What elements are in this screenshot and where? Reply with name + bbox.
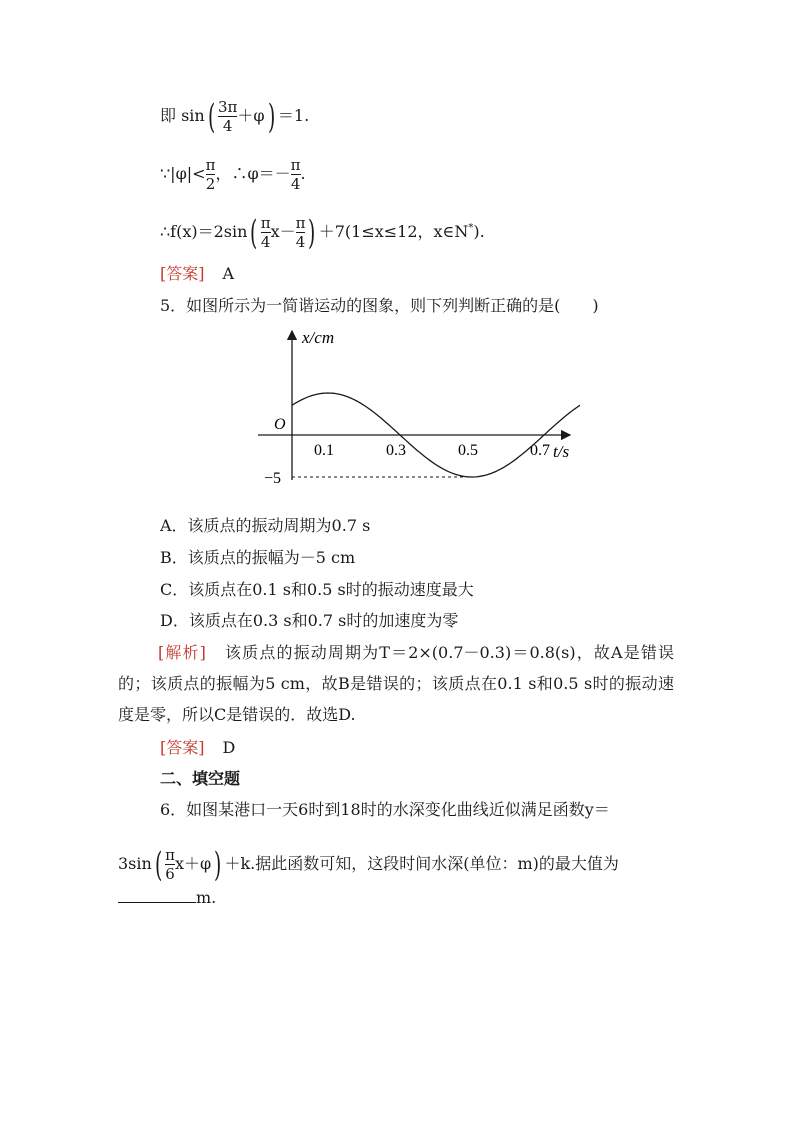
x-axis-label: t/s xyxy=(553,442,570,461)
question-5-stem: 5．如图所示为一简谐运动的图象，则下列判断正确的是( ) xyxy=(160,296,599,315)
origin-label: O xyxy=(274,416,286,433)
option-c: C．该质点在0.1 s和0.5 s时的振动速度最大 xyxy=(160,580,474,599)
section-title: 二、填空题 xyxy=(160,769,241,788)
analysis-tag: [解析] xyxy=(158,643,206,662)
option-b: B．该质点的振幅为－5 cm xyxy=(160,548,356,567)
question-6-line-1: 6．如图某港口一天6时到18时的水深变化曲线近似满足函数y＝ xyxy=(160,800,610,819)
answer-value: D xyxy=(222,738,236,757)
question-6-line-3: m. xyxy=(118,888,216,908)
x-tick-label: 0.1 xyxy=(314,442,334,459)
y-axis-label: x/cm xyxy=(302,328,335,347)
answer-blank xyxy=(118,902,196,903)
vibration-graph xyxy=(250,325,580,485)
x-tick-label: 0.3 xyxy=(386,442,406,459)
solution-line-3: ∴f(x)＝2sin( $\frac{\pi}{4}$ x－ $\frac{\pi}{4}$ ) ＋7(1≤x≤12，x∈N*). xyxy=(160,212,485,253)
question-6-line-2: 3sin( $\frac{\pi}{6}$ x＋φ) ＋k.据此函数可知，这段时间水深(单位：m)的最大值为 xyxy=(118,844,619,885)
solution-line-1: 即 sin( $\frac{3\pi}{4}$ ＋φ) ＝1. xyxy=(160,96,310,137)
answer-tag: [答案] xyxy=(160,738,205,757)
answer-line-q5 xyxy=(160,738,235,758)
option-a: A．该质点的振动周期为0.7 s xyxy=(160,516,371,535)
x-tick-label: 0.5 xyxy=(458,442,478,459)
solution-line-2: ∵|φ|< $\frac{\pi}{2}$ ，∴φ＝－ $\frac{\pi}{4}$ . xyxy=(160,156,306,193)
analysis-paragraph: [解析] 该质点的振动周期为T＝2×(0.7－0.3)＝0.8(s)，故A是错误的；该质点的振幅为5 cm，故B是错误的；该质点在0.1 s和0.5 s时的振动速度是零，所以C是错误的．故选D. xyxy=(118,643,674,724)
answer-tag: [答案] xyxy=(160,264,205,283)
option-d: D．该质点在0.3 s和0.7 s时的加速度为零 xyxy=(160,611,459,630)
answer-line-q4 xyxy=(160,264,234,284)
answer-value: A xyxy=(222,264,235,283)
x-tick-label: 0.7 xyxy=(530,442,550,459)
y-tick-label: −5 xyxy=(264,470,282,485)
